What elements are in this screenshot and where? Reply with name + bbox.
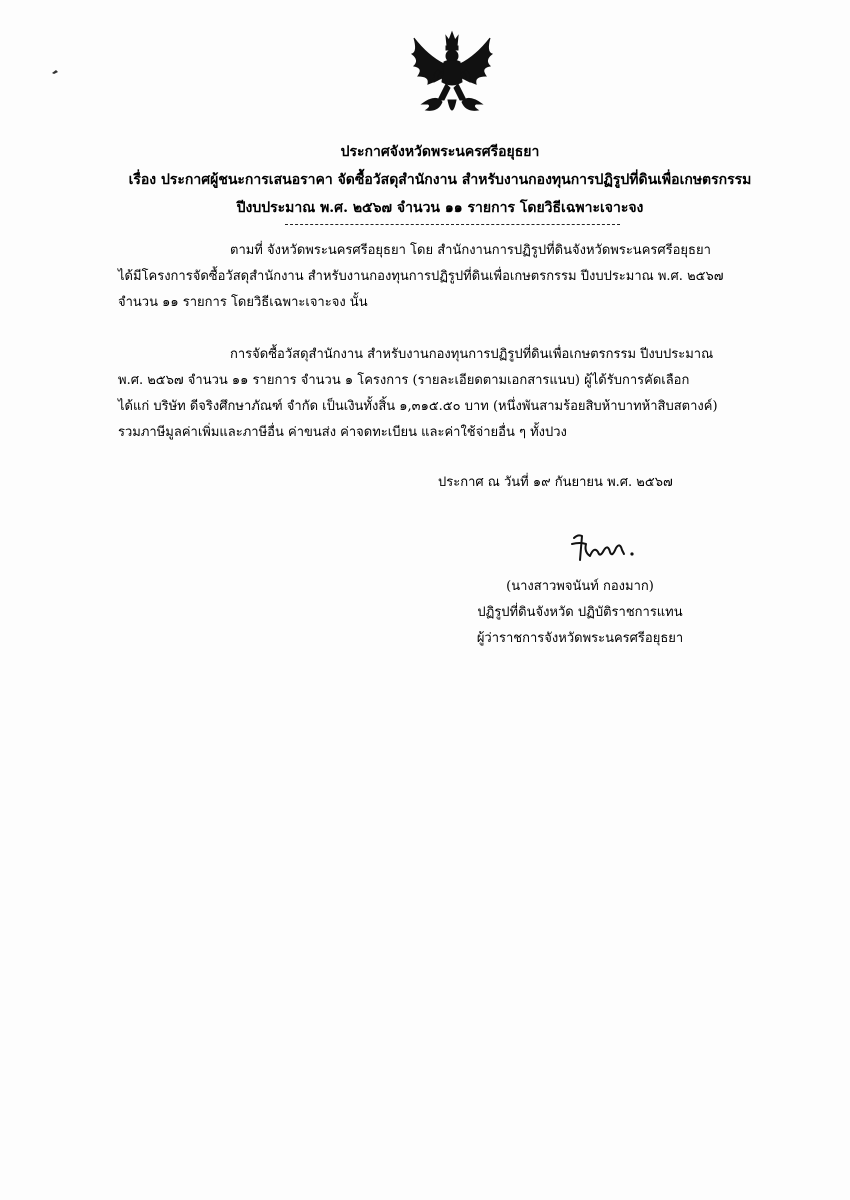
- signatory-on-behalf: ผู้ว่าราชการจังหวัดพระนครศรีอยุธยา: [476, 631, 684, 646]
- handwritten-signature: [568, 530, 640, 570]
- signatory-name: (นางสาวพจนันท์ กองมาก): [506, 579, 654, 594]
- document-subject-line2: ปีงบประมาณ พ.ศ. ๒๕๖๗ จำนวน ๑๑ รายการ โดยวิธีเฉพาะเจาะจง: [236, 200, 644, 216]
- paragraph2-line4: รวมภาษีมูลค่าเพิ่มและภาษีอื่น ค่าขนส่ง ค่าจดทะเบียน และค่าใช้จ่ายอื่น ๆ ทั้งปวง: [118, 425, 567, 440]
- paragraph1-line2: ได้มีโครงการจัดซื้อวัสดุสำนักงาน สำหรับงานกองทุนการปฏิรูปที่ดินเพื่อเกษตรกรรม ปีงบประมาณ พ.ศ. ๒๕๖๗: [118, 269, 724, 284]
- scan-speck: [52, 70, 58, 74]
- paragraph1-line1: ตามที่ จังหวัดพระนครศรีอยุธยา โดย สำนักงานการปฏิรูปที่ดินจังหวัดพระนครศรีอยุธยา: [230, 243, 711, 258]
- paragraph2-line3: ได้แก่ บริษัท ดีจริงศึกษาภัณฑ์ จำกัด เป็นเงินทั้งสิ้น ๑,๓๑๕.๕๐ บาท (หนึ่งพันสามร้อยสิบห้าบาทห้าสิบสตางค์): [118, 399, 718, 414]
- paragraph1-line3: จำนวน ๑๑ รายการ โดยวิธีเฉพาะเจาะจง นั้น: [118, 295, 368, 310]
- garuda-emblem-icon: [408, 30, 496, 122]
- heading-divider: [285, 224, 620, 225]
- document-subject: เรื่อง ประกาศผู้ชนะการเสนอราคา จัดซื้อวัสดุสำนักงาน สำหรับงานกองทุนการปฏิรูปที่ดินเพื่อเกษตรกรรม: [128, 172, 752, 188]
- announcement-date: ประกาศ ณ วันที่ ๑๙ กันยายน พ.ศ. ๒๕๖๗: [438, 475, 673, 490]
- paragraph2-line2: พ.ศ. ๒๕๖๗ จำนวน ๑๑ รายการ จำนวน ๑ โครงการ (รายละเอียดตามเอกสารแนบ) ผู้ได้รับการคัดเลือก: [118, 373, 690, 388]
- signatory-position: ปฏิรูปที่ดินจังหวัด ปฏิบัติราชการแทน: [477, 605, 683, 620]
- document-title: ประกาศจังหวัดพระนครศรีอยุธยา: [340, 144, 540, 160]
- paragraph2-line1: การจัดซื้อวัสดุสำนักงาน สำหรับงานกองทุนการปฏิรูปที่ดินเพื่อเกษตรกรรม ปีงบประมาณ: [230, 347, 714, 362]
